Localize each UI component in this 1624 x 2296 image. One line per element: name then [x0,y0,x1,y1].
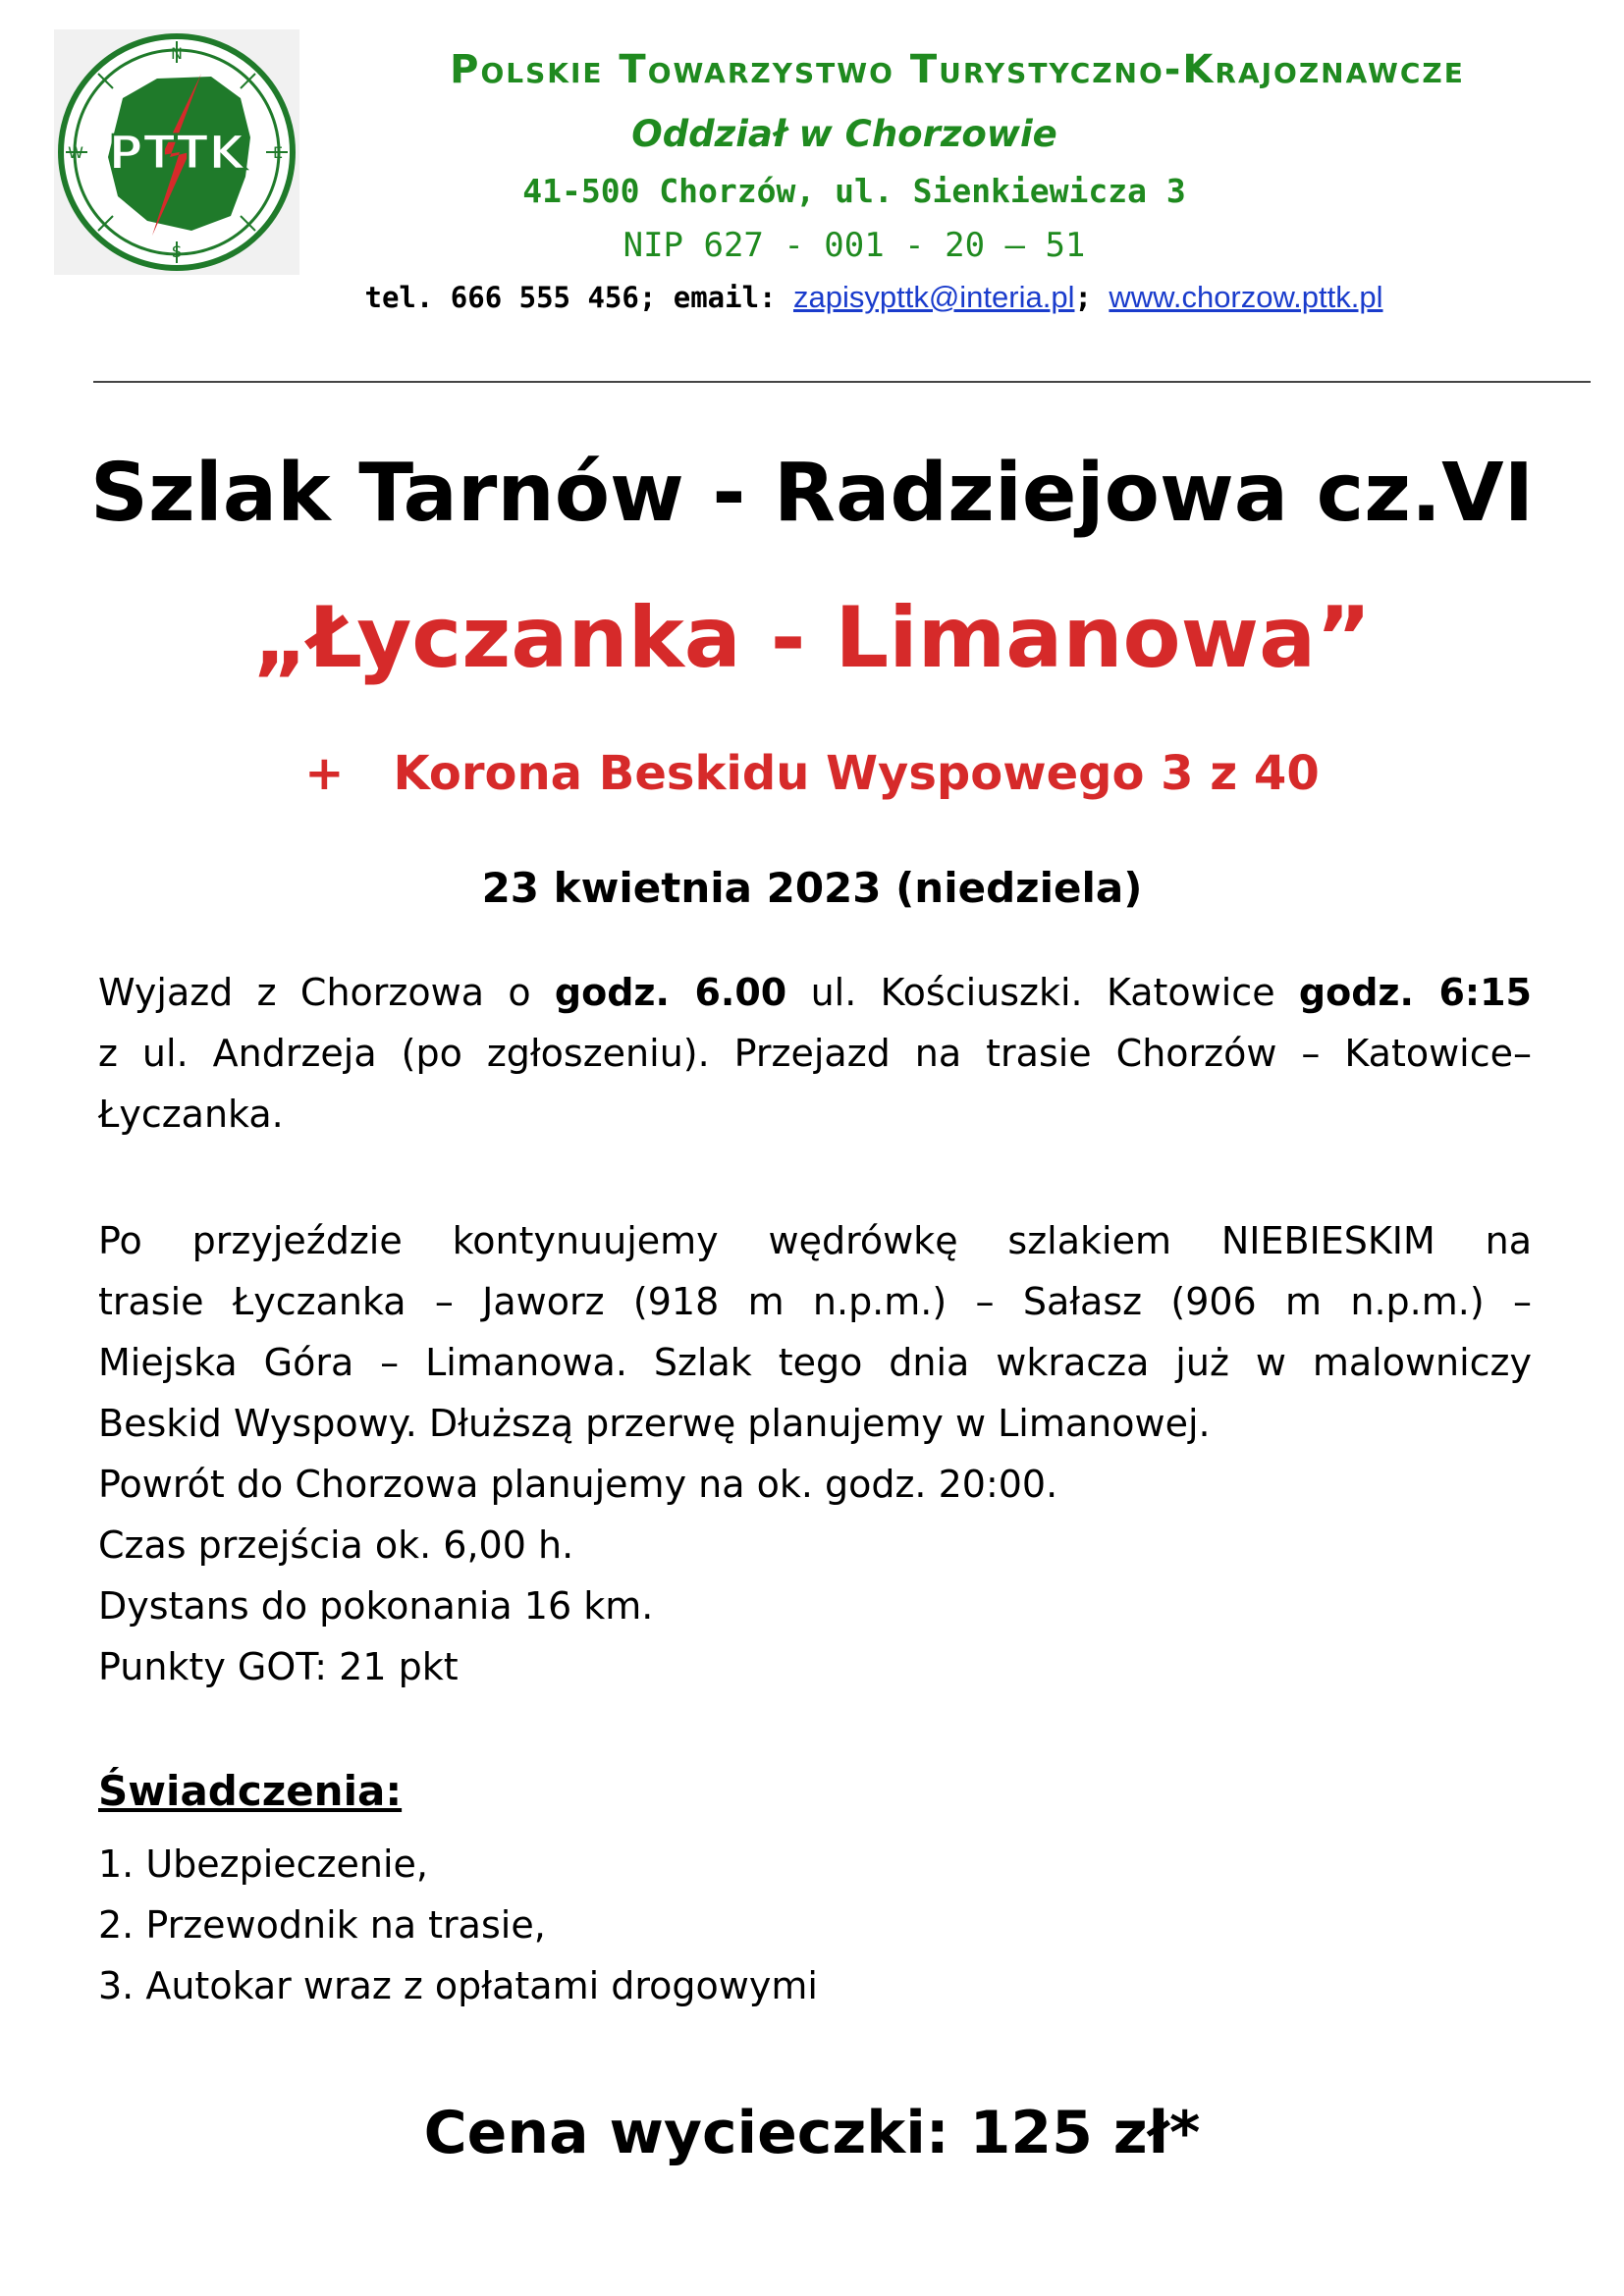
logo-compass-s: S [171,242,183,261]
trip-price: Cena wycieczki: 125 zł* [423,2099,1201,2167]
got-points: Punkty GOT: 21 pkt [98,1645,459,1688]
contact-separator: ; [1074,281,1110,314]
distance: Dystans do pokonania 16 km. [98,1584,654,1628]
logo-compass-n: N [171,44,183,63]
organization-name: Polskie Towarzystwo Turystyczno-Krajoznawcze [450,47,1465,92]
route-line-1: Po przyjeździe kontynuujemy wędrówkę szlakiem NIEBIESKIM na [98,1219,1532,1262]
trip-date: 23 kwietnia 2023 (niedziela) [481,864,1143,912]
pttk-logo [54,29,299,275]
departure-line-2: z ul. Andrzeja (po zgłoszeniu). Przejazd na trasie Chorzów – Katowice– [98,1032,1532,1075]
benefits-list [98,1834,818,2016]
benefit-item: 1. Ubezpieczenie, [98,1842,428,1886]
return-info: Powrót do Chorzowa planujemy na ok. godz. 20:00. [98,1463,1058,1506]
plus-sign: + [304,746,345,801]
logo-compass-e: E [272,143,284,162]
trip-subtitle: „Łyczanka - Limanowa” [252,589,1372,687]
benefit-item: 3. Autokar wraz z opłatami drogowymi [98,1964,818,2007]
contact-prefix: tel. 666 555 456; email: [364,281,793,314]
logo-compass-w: W [68,143,83,162]
walk-time: Czas przejścia ok. 6,00 h. [98,1523,574,1567]
organization-address: 41-500 Chorzów, ul. Sienkiewicza 3 [522,172,1186,210]
route-line-3: Miejska Góra – Limanowa. Szlak tego dnia wkracza już w malowniczy [98,1341,1532,1384]
benefits-heading: Świadczenia: [98,1767,403,1815]
trip-extra-text: Korona Beskidu Wyspowego 3 z 40 [393,746,1320,801]
trip-extra [0,746,1624,801]
header-divider [93,381,1591,383]
departure-line-1: Wyjazd z Chorzowa o godz. 6.00 ul. Kościuszki. Katowice godz. 6:15 [98,971,1532,1014]
email-link[interactable]: zapisypttk@interia.pl [792,280,1075,314]
departure-time-chorzow: godz. 6.00 [554,971,787,1014]
departure-paragraph [98,962,1532,1145]
departure-time-katowice: godz. 6:15 [1298,971,1532,1014]
benefit-item: 2. Przewodnik na trasie, [98,1903,546,1947]
organization-branch: Oddział w Chorzowie [631,113,1057,155]
route-line-2: trasie Łyczanka – Jaworz (918 m n.p.m.) – Sałasz (906 m n.p.m.) – [98,1280,1532,1323]
route-line-4: Beskid Wyspowy. Dłuższą przerwę planujemy w Limanowej. [98,1402,1211,1445]
contact-line [324,280,1424,315]
website-link[interactable]: www.chorzow.pttk.pl [1109,280,1383,314]
trip-title: Szlak Tarnów - Radziejowa cz.VI [89,447,1535,540]
departure-line-3: Łyczanka. [98,1093,284,1136]
route-paragraph [98,1210,1532,1697]
logo-text: PTTK [108,126,245,181]
organization-nip: NIP 627 - 001 - 20 – 51 [623,226,1086,265]
